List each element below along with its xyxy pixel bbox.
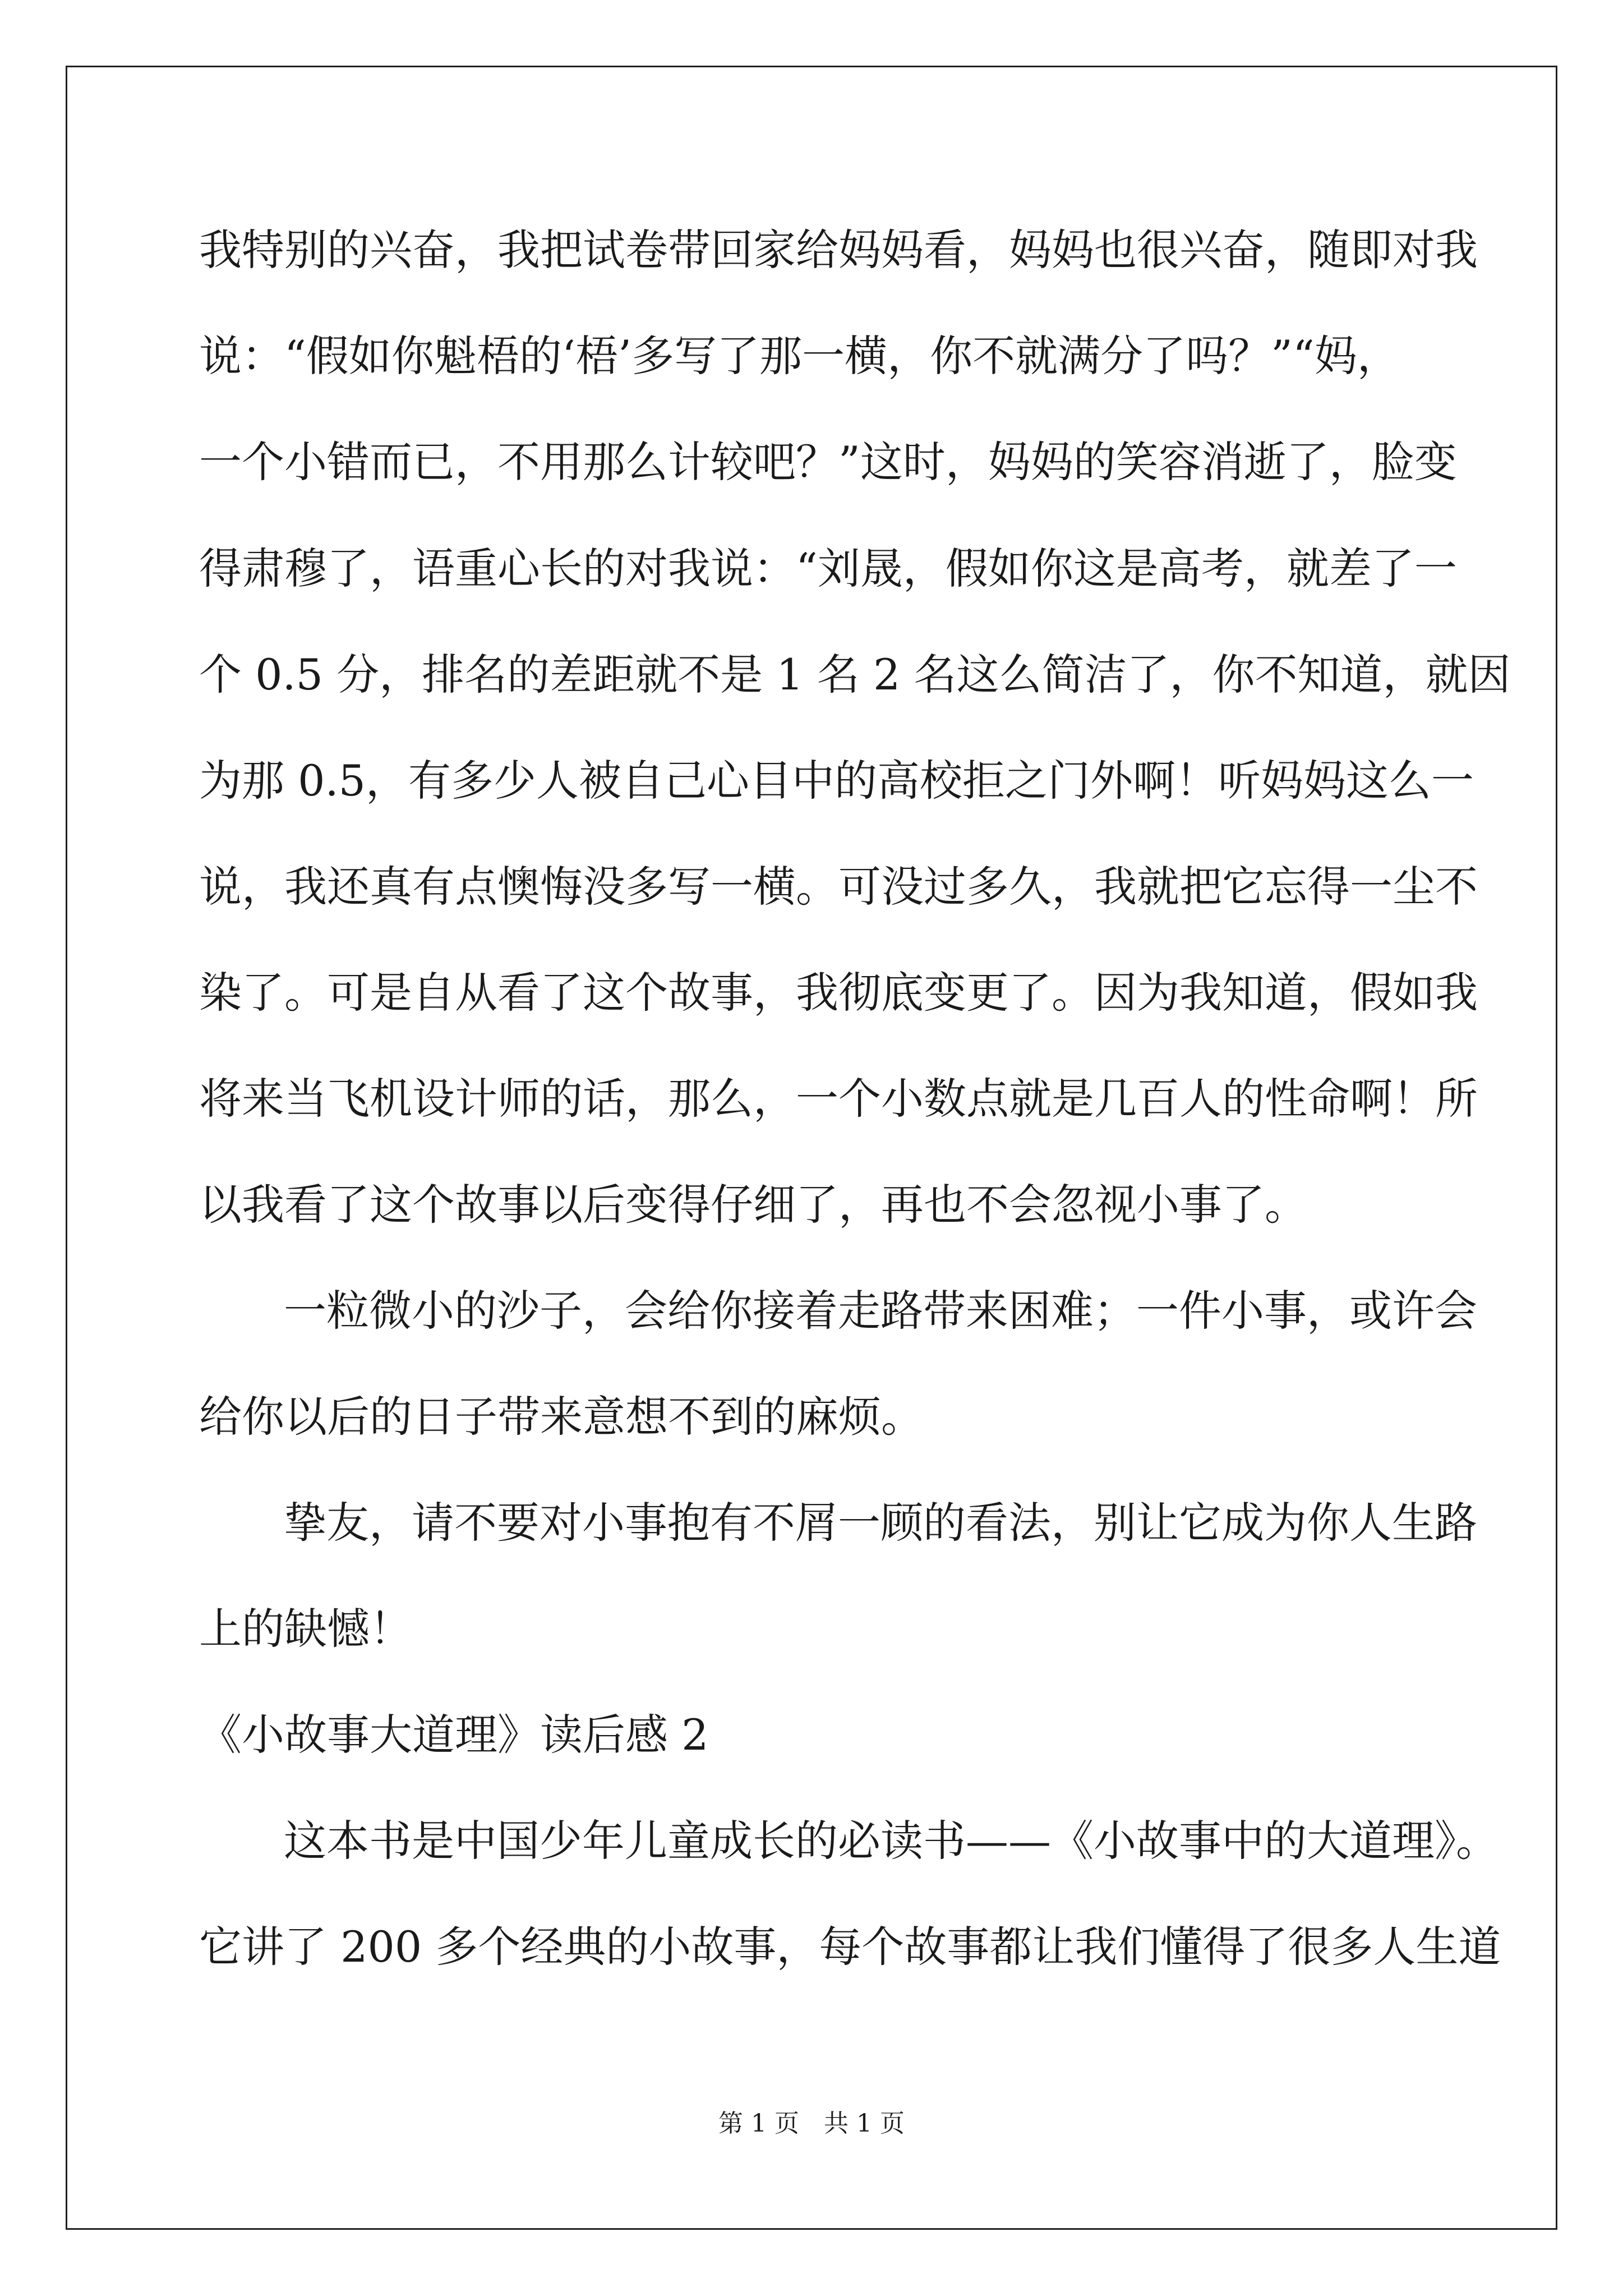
page-border: [66, 66, 1557, 2230]
page-footer: 第 1 页 共 1 页: [718, 2109, 905, 2138]
body-line-9: 将来当飞机设计师的话，那么，一个小数点就是几百人的性命啊！所: [199, 1074, 1478, 1124]
body-line-3: 一个小错而已，不用那么计较吧？”这时，妈妈的笑容消逝了，脸变: [199, 437, 1457, 487]
body-line-4: 得肃穆了，语重心长的对我说：“刘晟，假如你这是高考，就差了一: [199, 544, 1457, 593]
body-line-17: 它讲了 200 多个经典的小故事，每个故事都让我们懂得了很多人生道: [199, 1922, 1501, 1972]
body-line-12: 给你以后的日子带来意想不到的麻烦。: [199, 1392, 924, 1442]
body-line-16: 这本书是中国少年儿童成长的必读书——《小故事中的大道理》。: [284, 1816, 1498, 1866]
body-line-10: 以我看了这个故事以后变得仔细了，再也不会忽视小事了。: [199, 1180, 1307, 1230]
section-heading: 《小故事大道理》读后感 2: [199, 1710, 709, 1760]
body-line-14: 上的缺憾！: [199, 1604, 412, 1654]
body-line-8: 染了。可是自从看了这个故事，我彻底变更了。因为我知道，假如我: [199, 968, 1478, 1018]
body-line-13: 挚友，请不要对小事抱有不屑一顾的看法，别让它成为你人生路: [284, 1498, 1477, 1548]
body-line-6: 为那 0.5，有多少人被自己心目中的高校拒之门外啊！听妈妈这么一: [199, 756, 1474, 806]
body-line-1: 我特别的兴奋，我把试卷带回家给妈妈看，妈妈也很兴奋，随即对我: [199, 225, 1478, 275]
body-line-5: 个 0.5 分，排名的差距就不是 1 名 2 名这么简洁了，你不知道，就因: [199, 650, 1511, 700]
body-line-11: 一粒微小的沙子，会给你接着走路带来困难；一件小事，或许会: [284, 1286, 1477, 1336]
body-line-2: 说：“假如你魁梧的‘梧’多写了那一横，你不就满分了吗？”“妈，: [199, 331, 1400, 381]
body-line-7: 说，我还真有点懊悔没多写一横。可没过多久，我就把它忘得一尘不: [199, 862, 1478, 912]
